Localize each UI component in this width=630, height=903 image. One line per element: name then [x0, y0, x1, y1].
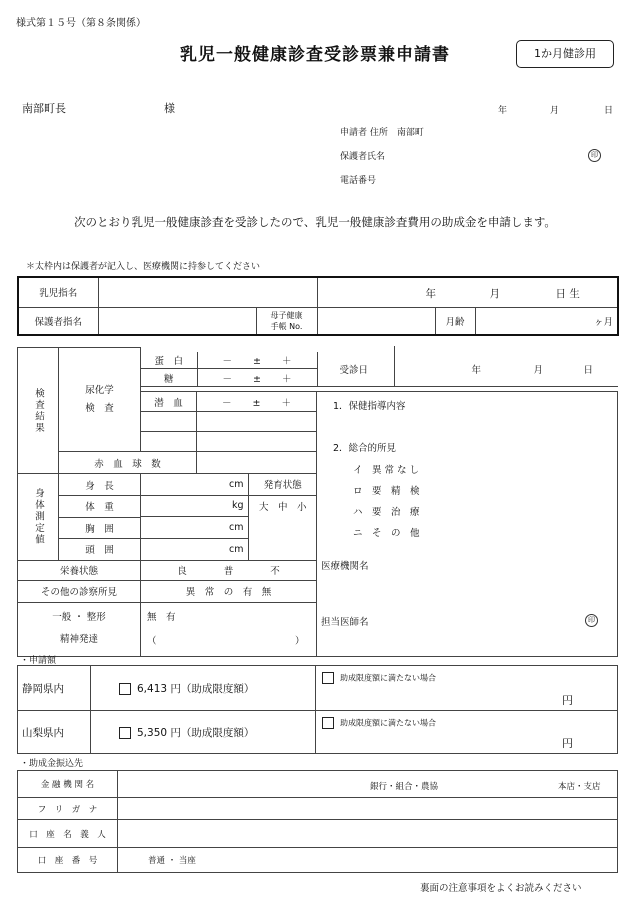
mch-label-line1: 母子健康	[270, 310, 303, 320]
birth-month: 月	[489, 288, 500, 300]
application-heading: ・申請額	[20, 656, 57, 666]
checkbox-icon[interactable]	[322, 717, 334, 729]
footer-note: 裏面の注意事項をよくお読みください	[420, 883, 582, 894]
weight-field[interactable]: kg	[141, 496, 248, 517]
bank-types[interactable]: 銀行・組合・農協	[370, 782, 439, 792]
under-limit-field[interactable]: 助成限度額に満たない場合 円	[316, 711, 618, 754]
nutrition-values[interactable]: 良 普 不	[141, 560, 317, 580]
account-type[interactable]: 普通 ・ 当座	[148, 856, 196, 866]
application-table	[17, 665, 618, 754]
branch-types[interactable]: 本店・支店	[558, 782, 601, 792]
overall-item[interactable]: イ 異 常 な し	[353, 465, 420, 476]
overall-item[interactable]: ハ 要 治 療	[353, 507, 420, 518]
birth-date-field[interactable]	[317, 277, 618, 307]
overall-label: 2．総合的所見	[333, 443, 397, 454]
age-unit: ヶ月	[594, 316, 614, 328]
seal-icon: 印	[588, 149, 601, 162]
institution-label: 金 融 機 関 名	[18, 771, 118, 798]
date-month: 月	[550, 106, 560, 116]
pref-yamanashi: 山梨県内	[18, 711, 91, 754]
date-year: 年	[498, 106, 508, 116]
development-label: 発育状態	[248, 474, 317, 495]
abnormal-detail-field[interactable]: 無 有 （ ）	[141, 602, 317, 656]
statement: 次のとおり乳児一般健康診査を受診したので、乳児一般健康診査費用の助成金を申請します。	[74, 215, 556, 229]
birth-year: 年	[425, 288, 436, 300]
protein-label: 蛋 白	[141, 352, 197, 369]
overall-item[interactable]: ロ 要 精 検	[353, 486, 420, 497]
visit-date-field[interactable]: 受診日 年 月 日	[317, 352, 618, 387]
furigana-field[interactable]	[118, 798, 618, 820]
sugar-scale[interactable]: － ± ＋	[197, 369, 317, 387]
phone-label: 電話番号	[340, 176, 377, 186]
head-field[interactable]: cm	[141, 539, 248, 560]
amount-option[interactable]: 5,350 円（助成限度額）	[91, 711, 316, 754]
chest-field[interactable]: cm	[141, 517, 248, 538]
pref-shizuoka: 静岡県内	[18, 666, 91, 711]
occult-blood-scale[interactable]: － ± ＋	[197, 392, 317, 412]
seal-icon: 印	[585, 614, 598, 627]
guardian-name-label: 保護者氏名	[340, 152, 386, 162]
rbc-label: 赤 血 球 数	[59, 452, 197, 474]
body-measure-label: 身体測定値	[18, 474, 59, 561]
furigana-label: フ リ ガ ナ	[18, 798, 118, 820]
date-day: 日	[604, 106, 614, 116]
chest-label: 胸 囲	[59, 517, 141, 539]
exam-results-label: 検査結果	[18, 348, 59, 474]
town-mayor: 南部町長	[22, 102, 66, 115]
account-number-field[interactable]	[118, 848, 618, 873]
holder-field[interactable]	[118, 820, 618, 848]
nutrition-label: 栄養状態	[18, 560, 141, 580]
checkbox-icon[interactable]	[119, 683, 131, 695]
guardian-name-label: 保護者指名	[18, 307, 98, 335]
birth-day: 日 生	[555, 288, 580, 300]
protein-scale[interactable]: － ± ＋	[197, 352, 317, 369]
bank-heading: ・助成金振込先	[20, 759, 84, 769]
applicant-address: 申請者 住所 南部町	[340, 128, 424, 138]
institution-label: 医療機関名	[321, 561, 369, 572]
instruction-note: ＊太枠内は保護者が記入し、医療機関に持参してください	[26, 262, 261, 272]
occult-blood-label: 潜 血	[141, 392, 197, 412]
age-field[interactable]	[475, 307, 618, 335]
doctor-label: 担当医師名	[321, 617, 369, 628]
height-label: 身 長	[59, 474, 141, 496]
infant-name-label: 乳児指名	[18, 277, 98, 307]
holder-label: 口 座 名 義 人	[18, 820, 118, 848]
overall-item[interactable]: ニ そ の 他	[353, 528, 420, 539]
other-findings-label: その他の診察所見	[18, 580, 141, 602]
findings-panel	[317, 392, 618, 657]
mch-label-line2: 手帳 No.	[270, 321, 303, 331]
bank-institution-field[interactable]	[118, 771, 618, 798]
sugar-label: 糖	[141, 369, 197, 387]
bank-table	[17, 770, 618, 873]
guardian-name-field[interactable]	[98, 307, 256, 335]
guidance-label: 1．保健指導内容	[333, 401, 406, 412]
amount-option[interactable]: 6,413 円（助成限度額）	[91, 666, 316, 711]
page-title: 乳児一般健康診査受診票兼申請書	[180, 45, 450, 65]
checkup-type-badge: 1か月健診用	[516, 40, 614, 68]
rbc-field[interactable]	[197, 452, 317, 474]
general-mental-label: 一般 ・ 整形 精神発達	[18, 602, 141, 656]
height-field[interactable]: cm	[141, 474, 248, 495]
checkbox-icon[interactable]	[119, 727, 131, 739]
mch-handbook-label	[256, 307, 317, 335]
abnormal-label: 異 常 の 有 無	[141, 580, 317, 602]
infant-info-table	[17, 276, 619, 336]
checkbox-icon[interactable]	[322, 672, 334, 684]
development-values[interactable]: 大 中 小	[248, 496, 317, 517]
under-limit-field[interactable]: 助成限度額に満たない場合 円	[316, 666, 618, 711]
sama-label: 様	[164, 102, 175, 115]
mch-number-field[interactable]	[317, 307, 435, 335]
nashi-ari[interactable]: 無 有	[147, 611, 176, 623]
weight-label: 体 重	[59, 496, 141, 518]
form-number: 様式第１５号（第８条関係）	[16, 18, 146, 29]
head-label: 頭 囲	[59, 539, 141, 561]
age-label: 月齢	[435, 307, 475, 335]
account-number-label: 口 座 番 号	[18, 848, 118, 873]
urine-test-label: 尿化学 検 査	[59, 348, 141, 452]
infant-name-field[interactable]	[98, 277, 317, 307]
exam-table	[17, 347, 618, 657]
visit-date-label: 受診日	[339, 364, 369, 376]
